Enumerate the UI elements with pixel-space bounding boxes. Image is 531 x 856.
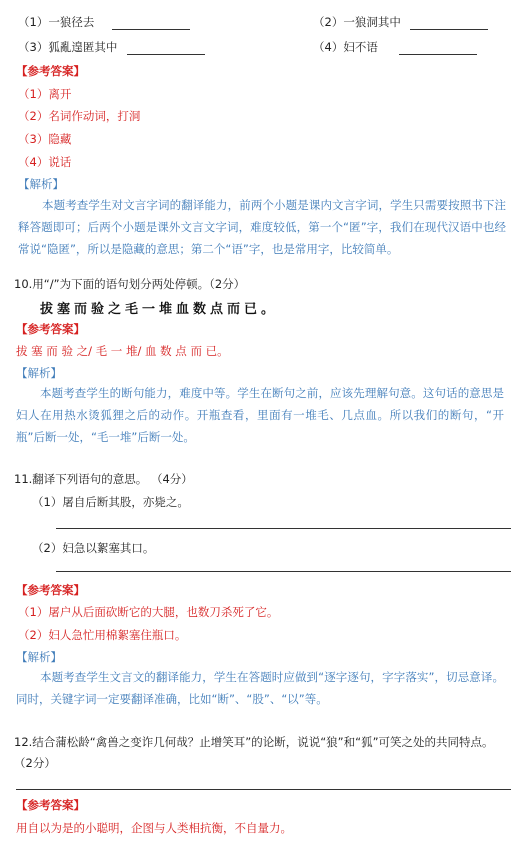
q11-analysis-header: 【解析】 <box>16 650 62 664</box>
q11-answer-2: （2）妇人急忙用棉絮塞住瓶口。 <box>18 628 187 642</box>
q9-item-3-num: （3） <box>18 40 49 54</box>
q10-analysis-header: 【解析】 <box>16 366 62 380</box>
q9-item-3-blank[interactable] <box>127 42 205 55</box>
q12-answer-line[interactable] <box>16 789 511 790</box>
q12-answer-header: 【参考答案】 <box>16 798 85 812</box>
q11-item-2: （2）妇急以絮塞其口。 <box>32 541 155 555</box>
q9-answer-2: （2）名词作动词，打洞 <box>18 109 141 123</box>
q11-answer-1: （1）屠户从后面砍断它的大腿，也数刀杀死了它。 <box>18 605 279 619</box>
q9-answer-3: （3）隐藏 <box>18 132 72 146</box>
q11-analysis: 本题考查学生文言文的翻译能力，学生在答题时应做到“逐字逐句，字字落实”，切忌意译。同时，关键字词一定要翻译准确，比如“断”、“股”、“以”等。 <box>16 670 504 706</box>
q9-analysis: 本题考查学生对文言字词的翻译能力，前两个小题是课内文言字词，学生只需要按照书下注释答题即可；后两个小题是课外文言文字词，难度较低，第一个“匿”字，我们在现代汉语中也经常说“隐匿”，所以是隐藏的意思；第二个“语”字，也是常用字，比较简单。 <box>18 198 506 256</box>
q9-analysis-header: 【解析】 <box>18 177 64 191</box>
q9-answer-header: 【参考答案】 <box>16 64 85 78</box>
q9-answer-1: （1）离开 <box>18 87 72 101</box>
q9-item-1-blank[interactable] <box>112 17 190 30</box>
q9-item-1-num: （1） <box>18 15 49 29</box>
q10-answer-header: 【参考答案】 <box>16 322 85 336</box>
q10-stem: 10.用“/”为下面的语句划分两处停顿。（2分） <box>14 277 246 291</box>
q9-item-3 <box>18 39 205 55</box>
q9-item-2-text: 一狼洞其中 <box>343 15 401 29</box>
q12-answer: 用自以为是的小聪明，企图与人类相抗衡，不自量力。 <box>16 821 292 835</box>
q11-answer-line-1[interactable] <box>56 528 511 529</box>
q10-answer: 拔 塞 而 验 之/ 毛 一 堆/ 血 数 点 而 已。 <box>16 344 229 358</box>
q11-answer-line-2[interactable] <box>56 571 511 572</box>
q10-sentence: 拔塞而验之毛一堆血数点而已。 <box>40 302 279 317</box>
q9-item-4-text: 妇不语 <box>343 40 378 54</box>
q9-item-2 <box>313 14 488 30</box>
q11-item-1: （1）屠自后断其股，亦毙之。 <box>32 495 189 509</box>
q11-stem: 11.翻译下列语句的意思。 （4分） <box>14 472 193 486</box>
q9-item-4-blank[interactable] <box>399 42 477 55</box>
q9-item-4 <box>313 39 477 55</box>
q9-item-2-blank[interactable] <box>410 17 488 30</box>
q9-item-4-num: （4） <box>313 40 344 54</box>
q12-stem: 12.结合蒲松龄“禽兽之变诈几何哉？止增笑耳”的论断，说说“狼”和“狐”可笑之处的共同特点。 （2分） <box>14 735 494 770</box>
q9-item-2-num: （2） <box>313 15 344 29</box>
q9-item-1 <box>18 14 190 30</box>
q9-answer-4: （4）说话 <box>18 155 72 169</box>
q9-item-3-text: 狐亂遑匿其中 <box>48 40 118 54</box>
q10-analysis: 本题考查学生的断句能力，难度中等。学生在断句之前，应该先理解句意。这句话的意思是妇人在用热水烫狐狸之后的动作。开瓶查看，里面有一堆毛、几点血。所以我们的断句，“开瓶”后断一处，“毛一堆”后断一处。 <box>16 386 504 444</box>
q9-item-1-text: 一狼径去 <box>48 15 95 29</box>
q11-answer-header: 【参考答案】 <box>16 583 85 597</box>
